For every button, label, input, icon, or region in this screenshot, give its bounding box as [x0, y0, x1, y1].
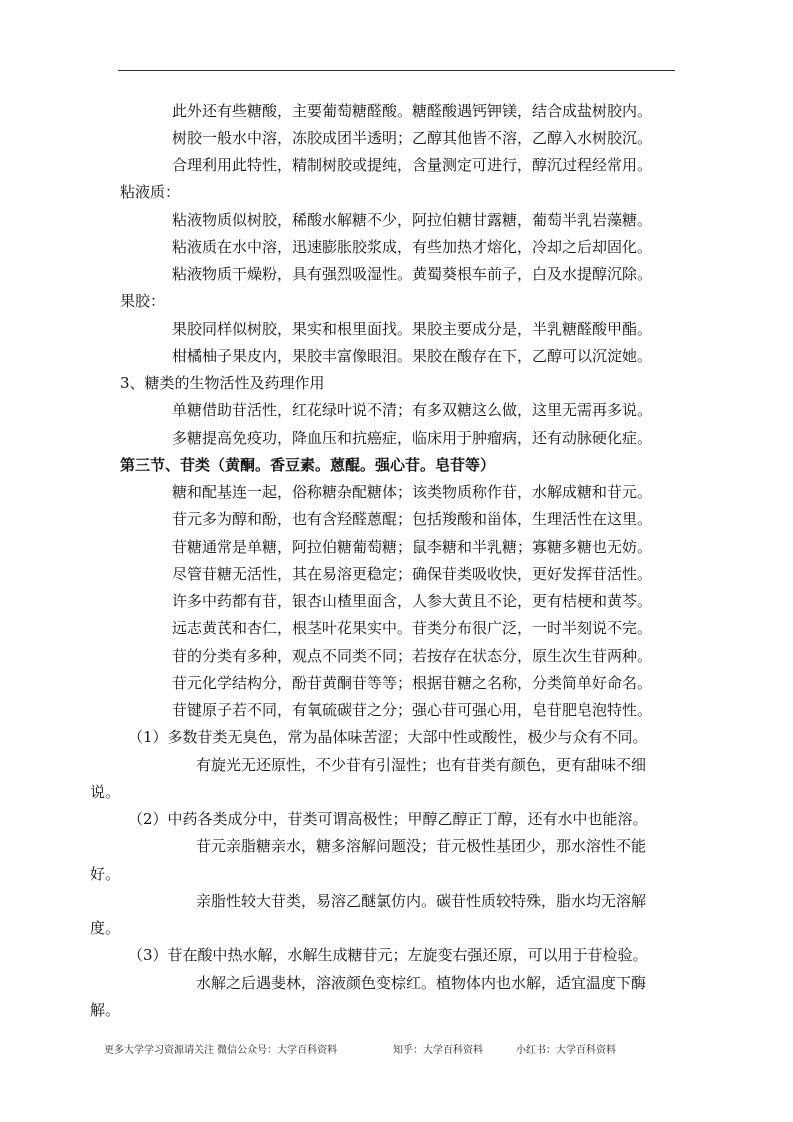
text-line: 亲脂性较大苷类，易溶乙醚氯仿内。碳苷性质较特殊，脂水均无溶解: [196, 892, 647, 910]
text-line: 苷的分类有多种，观点不同类不同；若按存在状态分，原生次生苷两种。: [172, 647, 653, 665]
text-line: 苷元化学结构分，酚苷黄酮苷等等；根据苷糖之名称，分类简单好命名。: [172, 674, 653, 692]
text-line-wrap: 好。: [90, 865, 121, 883]
subsection-title: 3、糖类的生物活性及药理作用: [120, 374, 325, 392]
numbered-item-2: （2）中药各类成分中，苷类可谓高极性；甲醇乙醇正丁醇，还有水中也能溶。: [128, 810, 648, 828]
header-rule: [118, 70, 675, 71]
text-line-wrap: 度。: [90, 919, 121, 937]
text-line: 粘液物质似树胶，稀酸水解糖不少，阿拉伯糖甘露糖，葡萄半乳岩藻糖。: [172, 211, 653, 229]
text-line: 果胶同样似树胶，果实和根里面找。果胶主要成分是，半乳糖醛酸甲酯。: [172, 320, 653, 338]
text-line: 许多中药都有苷，银杏山楂里面含，人参大黄且不论，更有桔梗和黄芩。: [172, 592, 653, 610]
section-heading: 第三节、苷类（黄酮。香豆素。蒽醌。强心苷。皂苷等）: [120, 456, 496, 474]
text-line-wrap: 解。: [90, 1001, 121, 1019]
text-line: 多糖提高免疫功，降血压和抗癌症，临床用于肿瘤病，还有动脉硬化症。: [172, 429, 653, 447]
text-line: 糖和配基连一起，俗称糖杂配糖体；该类物质称作苷，水解成糖和苷元。: [172, 483, 653, 501]
text-line: 粘液质在水中溶，迅速膨胀胶浆成，有些加热才熔化，冷却之后却固化。: [172, 238, 653, 256]
text-line-wrap: 说。: [90, 783, 121, 801]
text-line: 苷元多为醇和酚，也有含羟醛蒽醌；包括羧酸和甾体，生理活性在这里。: [172, 510, 653, 528]
text-line: 此外还有些糖酸，主要葡萄糖醛酸。糖醛酸遇钙钾镁，结合成盐树胶内。: [172, 102, 653, 120]
text-line: 苷糖通常是单糖，阿拉伯糖葡萄糖；鼠李糖和半乳糖；寡糖多糖也无妨。: [172, 538, 653, 556]
text-line: 合理利用此特性，精制树胶或提纯，含量测定可进行，醇沉过程经常用。: [172, 156, 653, 174]
section-label-mucilage: 粘液质：: [120, 183, 181, 201]
numbered-item-1: （1）多数苷类无臭色，常为晶体味苦涩；大部中性或酸性，极少与众有不同。: [128, 728, 648, 746]
text-line: 苷键原子若不同，有氧硫碳苷之分；强心苷可强心用，皂苷肥皂泡特性。: [172, 701, 653, 719]
text-line: 粘液物质干燥粉，具有强烈吸湿性。黄蜀葵根车前子，白及水提醇沉除。: [172, 265, 653, 283]
text-line: 有旋光无还原性，不少苷有引湿性；也有苷类有颜色，更有甜味不细: [196, 756, 647, 774]
footer-follow-wechat: 更多大学学习资源请关注 微信公众号：大学百科资料: [104, 1045, 338, 1056]
text-line: 苷元亲脂糖亲水，糖多溶解问题没；苷元极性基团少，那水溶性不能: [196, 837, 647, 855]
numbered-item-3: （3）苷在酸中热水解，水解生成糖苷元；左旋变右强还原，可以用于苷检验。: [128, 946, 648, 964]
text-line: 远志黄芪和杏仁，根茎叶花果实中。苷类分布很广泛，一时半刻说不完。: [172, 619, 653, 637]
text-line: 尽管苷糖无活性，其在易溶更稳定；确保苷类吸收快，更好发挥苷活性。: [172, 565, 653, 583]
text-line: 水解之后遇斐林，溶液颜色变棕红。植物体内也水解，适宜温度下酶: [196, 974, 647, 992]
footer-zhihu: 知乎：大学百科资料: [393, 1045, 483, 1056]
text-line: 柑橘柚子果皮内，果胶丰富像眼泪。果胶在酸存在下，乙醇可以沉淀她。: [172, 347, 653, 365]
footer-xiaohongshu: 小红书：大学百科资料: [516, 1045, 616, 1056]
text-line: 单糖借助苷活性，红花绿叶说不清；有多双糖这么做，这里无需再多说。: [172, 401, 653, 419]
section-label-pectin: 果胶：: [120, 292, 166, 310]
text-line: 树胶一般水中溶，冻胶成团半透明；乙醇其他皆不溶，乙醇入水树胶沉。: [172, 129, 653, 147]
